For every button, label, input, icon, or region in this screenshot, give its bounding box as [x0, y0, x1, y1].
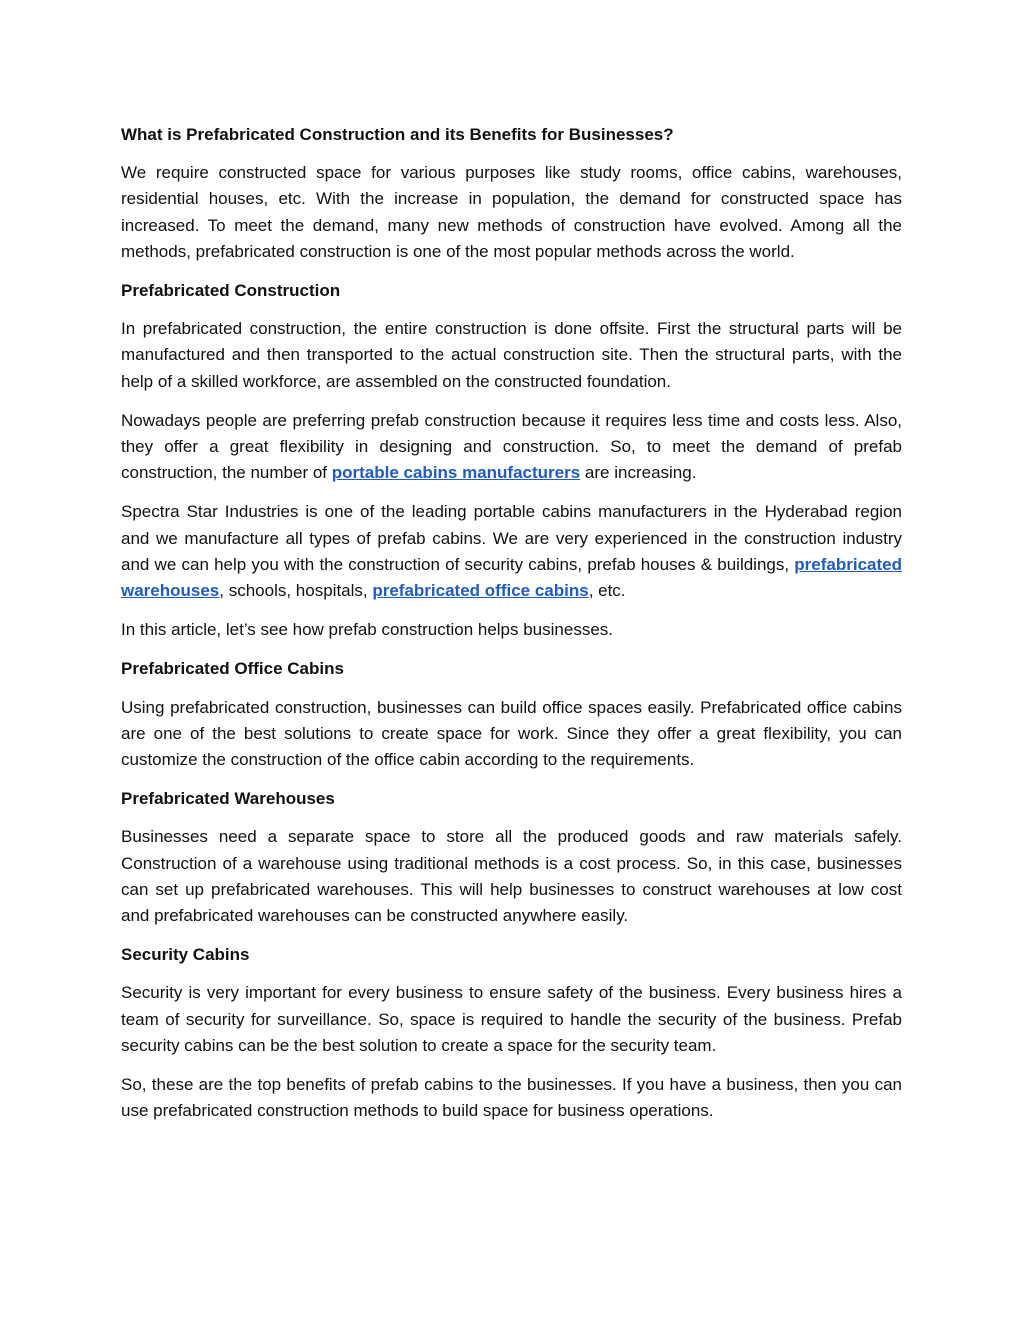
security-cabins-paragraph: Security is very important for every business to ensure safety of the business. Every business hires a team of security for surveillance. So, space is required to handle the security of the business. Prefab security cabins can be the best solution to create a space for the security team. — [121, 983, 902, 1055]
prefab-paragraph-3-text-3: , etc. — [588, 581, 626, 601]
prefab-paragraph-3-text-1: Spectra Star Industries is one of the leading portable cabins manufacturers in the Hyderabad region and we manufacture all types of prefab cabins. We are very experienced in the construction industry and we can help you with the construction of security cabins, prefab houses & buildings, — [121, 502, 902, 574]
section-heading-prefabricated-construction: Prefabricated Construction — [121, 281, 341, 301]
prefabricated-warehouses-link[interactable]: prefabricated warehouses — [121, 554, 902, 601]
portable-cabins-manufacturers-link[interactable]: portable cabins manufacturers — [331, 463, 581, 483]
section-heading-prefabricated-warehouses: Prefabricated Warehouses — [121, 789, 335, 809]
prefab-paragraph-3 — [121, 499, 902, 604]
document-title: What is Prefabricated Construction and its Benefits for Businesses? — [121, 125, 674, 144]
prefab-paragraph-2-text-before: Nowadays people are preferring prefab construction because it requires less time and costs less. Also, they offer a great flexibility in designing and construction. So, to meet the demand of prefab construction, the number of — [121, 410, 902, 483]
conclusion-paragraph: So, these are the top benefits of prefab cabins to the businesses. If you have a business, then you can use prefabricated construction methods to build space for business operations. — [121, 1075, 902, 1121]
prefab-paragraph-1: In prefabricated construction, the entire construction is done offsite. First the structural parts will be manufactured and then transported to the actual construction site. Then the structural parts, with the help of a skilled workforce, are assembled on the constructed foundation. — [121, 319, 902, 391]
document-page — [121, 122, 902, 1138]
warehouses-paragraph: Businesses need a separate space to store all the produced goods and raw materials safely. Construction of a warehouse using traditional methods is a cost process. So, in this case, businesses can set up prefabricated warehouses. This will help businesses to construct warehouses at low cost and prefabricated warehouses can be constructed anywhere easily. — [121, 827, 902, 926]
prefab-paragraph-2-text-after: are increasing. — [580, 463, 697, 483]
office-cabins-paragraph: Using prefabricated construction, businesses can build office spaces easily. Prefabricated office cabins are one of the best solutions to create space for work. Since they offer a great flexibility, you can customize the construction of the office cabin according to the requirements. — [121, 697, 902, 770]
prefab-paragraph-4: In this article, let’s see how prefab construction helps businesses. — [121, 620, 614, 640]
section-heading-security-cabins: Security Cabins — [121, 945, 250, 965]
prefab-paragraph-2 — [121, 408, 902, 487]
prefab-paragraph-3-text-2: , schools, hospitals, — [219, 581, 373, 601]
prefabricated-office-cabins-link[interactable]: prefabricated office cabins — [372, 581, 589, 601]
section-heading-prefabricated-office-cabins: Prefabricated Office Cabins — [121, 659, 344, 679]
intro-paragraph: We require constructed space for various purposes like study rooms, office cabins, warehouses, residential houses, etc. With the increase in population, the demand for constructed space has increased. To meet the demand, many new methods of construction have evolved. Among all the methods, prefabricated construction is one of the most popular methods across the world. — [121, 163, 902, 261]
